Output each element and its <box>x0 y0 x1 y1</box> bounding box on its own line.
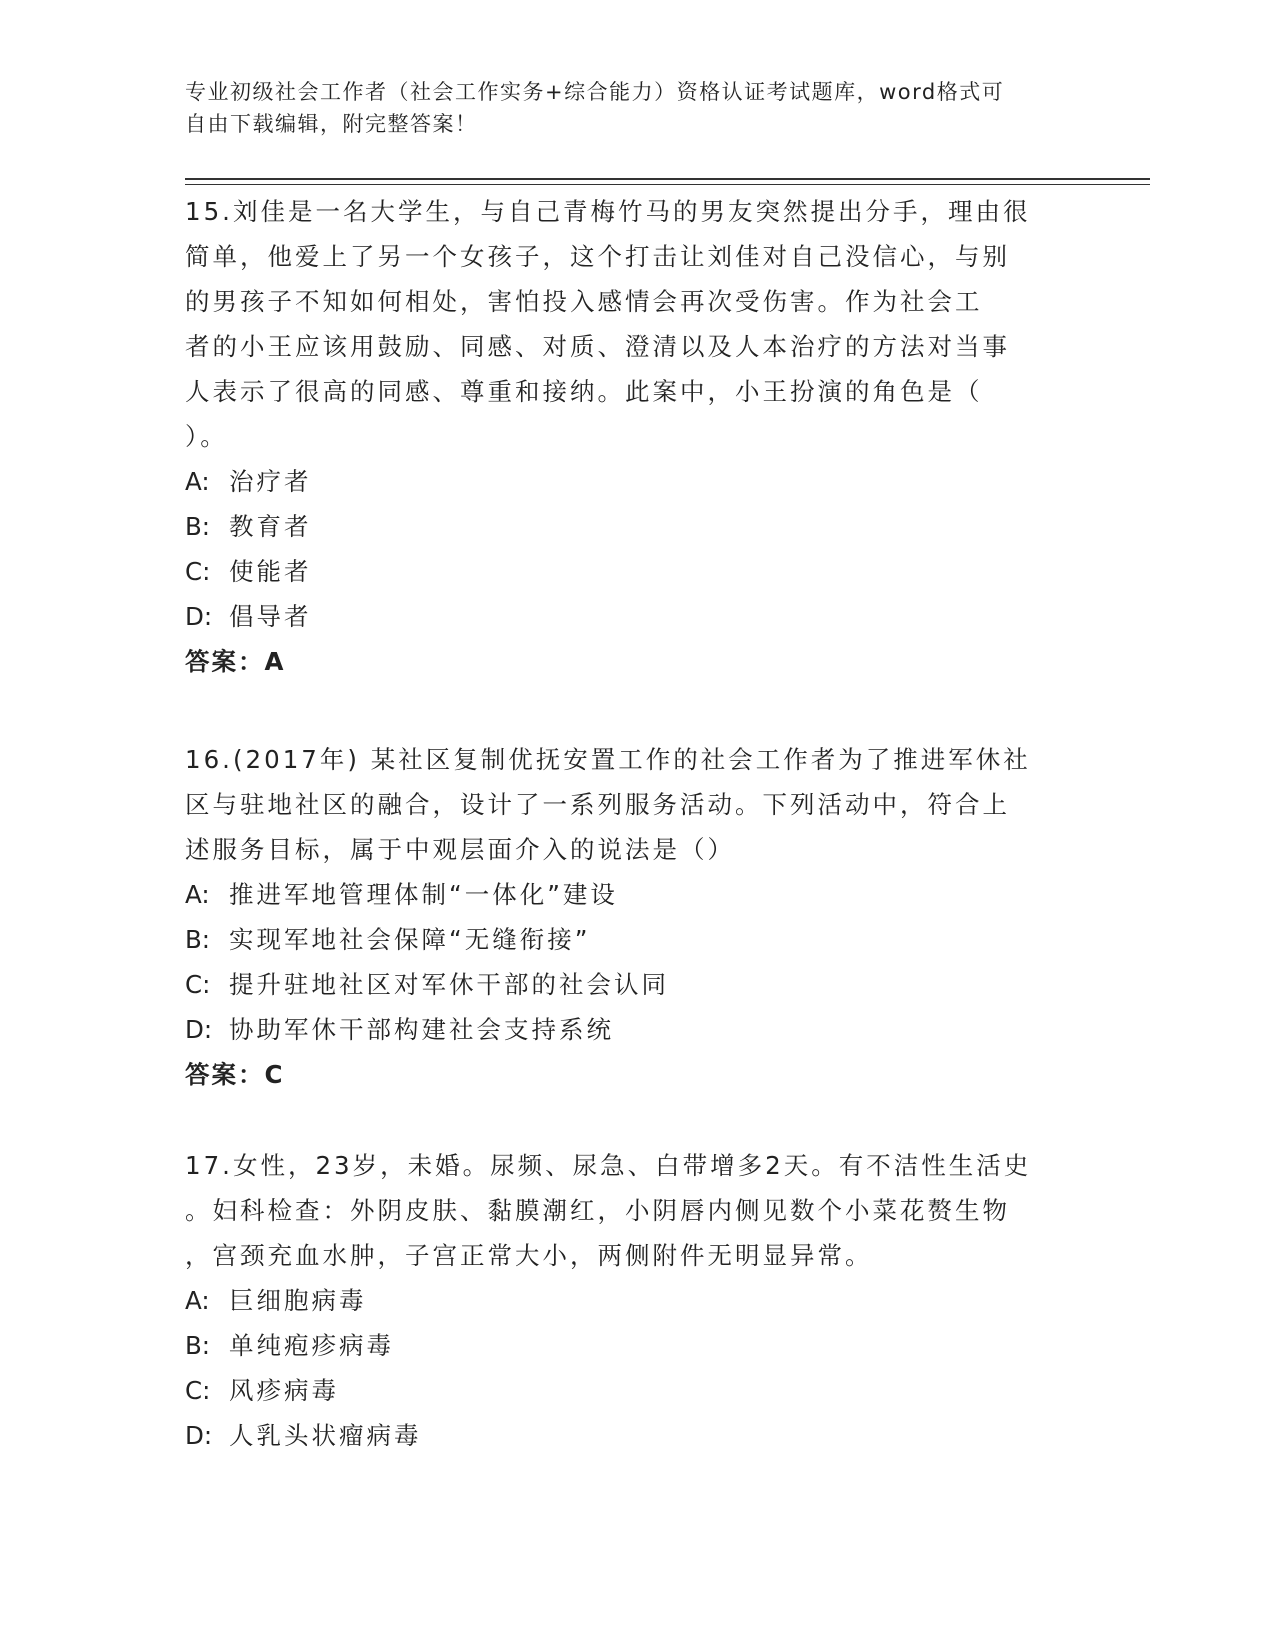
question-stem-line: 者的小王应该用鼓励、同感、对质、澄清以及人本治疗的方法对当事 <box>185 332 1010 361</box>
answer-label: 答案：C <box>185 1060 285 1089</box>
option-key: A: <box>185 880 210 909</box>
question-stem-line: 15.刘佳是一名大学生，与自己青梅竹马的男友突然提出分手，理由很 <box>185 197 1031 226</box>
option-c <box>185 1368 1085 1413</box>
option-key: C: <box>185 970 211 999</box>
option-text: 推进军地管理体制“一体化”建设 <box>229 880 618 909</box>
option-b <box>185 917 1085 962</box>
header-line-2: 自由下载编辑，附完整答案！ <box>185 112 478 136</box>
document-header <box>185 76 1095 140</box>
option-c <box>185 549 1085 594</box>
option-text: 人乳头状瘤病毒 <box>229 1421 422 1450</box>
option-key: A: <box>185 1286 210 1315</box>
option-key: D: <box>185 1421 213 1450</box>
option-key: B: <box>185 1331 211 1360</box>
option-text: 实现军地社会保障“无缝衔接” <box>229 925 591 954</box>
question-stem-line: 简单，他爱上了另一个女孩子，这个打击让刘佳对自己没信心，与别 <box>185 242 1010 271</box>
question-stem-line: 区与驻地社区的融合，设计了一系列服务活动。下列活动中，符合上 <box>185 790 1010 819</box>
option-text: 巨细胞病毒 <box>229 1286 367 1315</box>
option-d <box>185 594 1085 639</box>
option-text: 单纯疱疹病毒 <box>229 1331 394 1360</box>
answer-label: 答案：A <box>185 647 286 676</box>
option-a <box>185 1278 1085 1323</box>
header-divider-thick <box>185 178 1150 180</box>
option-text: 使能者 <box>229 557 312 586</box>
option-d <box>185 1413 1085 1458</box>
option-a <box>185 872 1085 917</box>
option-key: C: <box>185 557 211 586</box>
option-text: 提升驻地社区对军休干部的社会认同 <box>229 970 669 999</box>
option-key: B: <box>185 512 211 541</box>
option-key: D: <box>185 1015 213 1044</box>
question-stem-line: 16.(2017年) 某社区复制优抚安置工作的社会工作者为了推进军休社 <box>185 745 1031 774</box>
question-stem-line: ）。 <box>185 422 228 451</box>
option-text: 风疹病毒 <box>229 1376 339 1405</box>
question-stem-line: 。妇科检查：外阴皮肤、黏膜潮红，小阴唇内侧见数个小菜花赘生物 <box>185 1196 1010 1225</box>
header-line-1: 专业初级社会工作者（社会工作实务+综合能力）资格认证考试题库，word格式可 <box>185 80 1005 104</box>
question-17 <box>185 1143 1085 1458</box>
option-d <box>185 1007 1085 1052</box>
question-15 <box>185 189 1085 684</box>
option-b <box>185 1323 1085 1368</box>
option-key: C: <box>185 1376 211 1405</box>
option-a <box>185 459 1085 504</box>
option-key: B: <box>185 925 211 954</box>
question-16 <box>185 737 1085 1097</box>
option-c <box>185 962 1085 1007</box>
question-stem-line: ，宫颈充血水肿，子宫正常大小，两侧附件无明显异常。 <box>185 1241 873 1270</box>
header-divider-thin <box>185 184 1150 185</box>
question-stem-line: 的男孩子不知如何相处，害怕投入感情会再次受伤害。作为社会工 <box>185 287 983 316</box>
question-stem-line: 述服务目标，属于中观层面介入的说法是（） <box>185 835 735 864</box>
question-stem-line: 17.女性，23岁，未婚。尿频、尿急、白带增多2天。有不洁性生活史 <box>185 1151 1032 1180</box>
option-text: 倡导者 <box>229 602 312 631</box>
option-text: 治疗者 <box>229 467 312 496</box>
option-text: 协助军休干部构建社会支持系统 <box>229 1015 614 1044</box>
option-b <box>185 504 1085 549</box>
option-text: 教育者 <box>229 512 312 541</box>
option-key: A: <box>185 467 210 496</box>
question-stem-line: 人表示了很高的同感、尊重和接纳。此案中，小王扮演的角色是（ <box>185 377 983 406</box>
option-key: D: <box>185 602 213 631</box>
